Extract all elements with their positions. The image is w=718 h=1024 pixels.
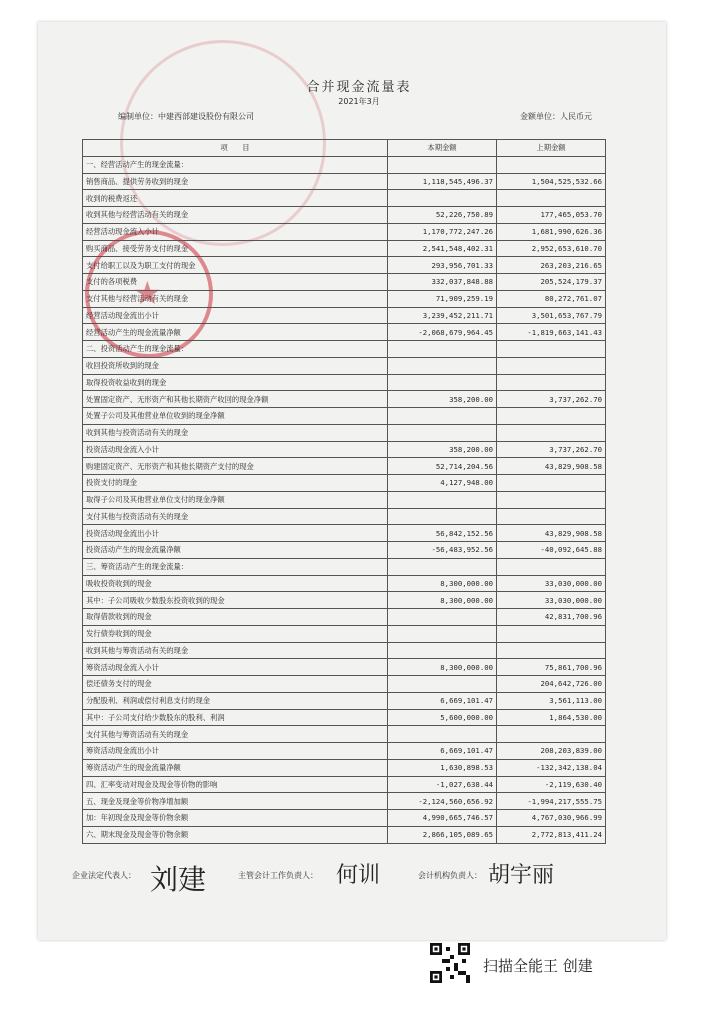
current-period-value [388, 508, 497, 525]
current-period-value: 358,200.00 [388, 441, 497, 458]
prior-period-value [497, 341, 606, 358]
qr-code-icon [430, 943, 470, 983]
prior-period-value [497, 408, 606, 425]
table-row [83, 743, 606, 760]
row-label: 分配股利、利润或偿付利息支付的现金 [83, 692, 388, 709]
current-period-value: 3,239,452,211.71 [388, 307, 497, 324]
current-period-value [388, 491, 497, 508]
table-row [83, 759, 606, 776]
current-period-value: 52,714,204.56 [388, 458, 497, 475]
header-current-period: 本期金额 [388, 140, 497, 157]
row-label: 购建固定资产、无形资产和其他长期资产支付的现金 [83, 458, 388, 475]
current-period-value: 5,600,000.00 [388, 709, 497, 726]
row-label: 吸收投资收到的现金 [83, 575, 388, 592]
table-row [83, 207, 606, 224]
prior-period-value [497, 156, 606, 173]
prior-period-value: 75,861,700.96 [497, 659, 606, 676]
prior-period-value: 1,504,525,532.66 [497, 173, 606, 190]
prior-period-value: 42,831,700.96 [497, 609, 606, 626]
table-row [83, 374, 606, 391]
row-label: 取得投资收益收到的现金 [83, 374, 388, 391]
table-row [83, 290, 606, 307]
table-row [83, 324, 606, 341]
table-row [83, 173, 606, 190]
current-period-value: -56,483,952.56 [388, 542, 497, 559]
prior-period-value: 205,524,179.37 [497, 274, 606, 291]
table-row [83, 692, 606, 709]
row-label: 支付其他与经营活动有关的现金 [83, 290, 388, 307]
current-period-value [388, 341, 497, 358]
preparer-label: 编制单位：中建西部建设股份有限公司 [118, 112, 254, 121]
table-row [83, 341, 606, 358]
current-period-value: 2,866,105,089.65 [388, 826, 497, 843]
seal-star-icon: ★ [133, 274, 162, 312]
current-period-value: 8,300,000.00 [388, 575, 497, 592]
current-period-value: 6,669,101.47 [388, 743, 497, 760]
prior-period-value: 208,203,839.00 [497, 743, 606, 760]
prior-period-value [497, 357, 606, 374]
prior-period-value: 3,737,262.70 [497, 391, 606, 408]
prior-period-value [497, 475, 606, 492]
accounting-head-label: 会计机构负责人： [418, 871, 482, 880]
row-label: 五、现金及现金等价物净增加额 [83, 793, 388, 810]
document-title: 合并现金流量表 [306, 80, 412, 95]
chief-accountant-signature: 何训 [336, 863, 381, 888]
row-label: 经营活动产生的现金流量净额 [83, 324, 388, 341]
table-row [83, 475, 606, 492]
table-row [83, 609, 606, 626]
current-period-value [388, 424, 497, 441]
cash-flow-table [82, 139, 606, 844]
prior-period-value: -132,342,138.04 [497, 759, 606, 776]
prior-period-value: 33,030,000.00 [497, 592, 606, 609]
table-row [83, 274, 606, 291]
row-label: 二、投资活动产生的现金流量： [83, 341, 388, 358]
row-label: 经营活动现金流入小计 [83, 223, 388, 240]
row-label: 其中：子公司支付给少数股东的股利、利润 [83, 709, 388, 726]
row-label: 取得借款收到的现金 [83, 609, 388, 626]
current-period-value: 332,037,848.88 [388, 274, 497, 291]
row-label: 经营活动现金流出小计 [83, 307, 388, 324]
row-label: 加：年初现金及现金等价物余额 [83, 810, 388, 827]
current-period-value: 293,956,701.33 [388, 257, 497, 274]
current-period-value: -2,124,560,656.92 [388, 793, 497, 810]
row-label: 筹资活动产生的现金流量净额 [83, 759, 388, 776]
table-row [83, 726, 606, 743]
table-row [83, 240, 606, 257]
table-row [83, 810, 606, 827]
prior-period-value: 43,829,908.58 [497, 525, 606, 542]
table-row [83, 357, 606, 374]
prior-period-value [497, 508, 606, 525]
prior-period-value: 2,952,653,610.70 [497, 240, 606, 257]
row-label: 取得子公司及其他营业单位支付的现金净额 [83, 491, 388, 508]
current-period-value: 1,170,772,247.26 [388, 223, 497, 240]
table-row [83, 458, 606, 475]
prior-period-value [497, 642, 606, 659]
scanner-watermark [430, 943, 630, 983]
row-label: 收到其他与筹资活动有关的现金 [83, 642, 388, 659]
current-period-value: 52,226,750.89 [388, 207, 497, 224]
prior-period-value: 80,272,761.07 [497, 290, 606, 307]
current-period-value: 2,541,548,402.31 [388, 240, 497, 257]
current-period-value: 358,200.00 [388, 391, 497, 408]
chief-accountant-label: 主管会计工作负责人： [238, 871, 318, 880]
currency-label: 金额单位：人民币元 [520, 112, 592, 121]
table-row [83, 826, 606, 843]
prior-period-value [497, 726, 606, 743]
header-prior-period: 上期金额 [497, 140, 606, 157]
table-header-row [83, 140, 606, 157]
current-period-value: 8,300,000.00 [388, 592, 497, 609]
current-period-value: 8,300,000.00 [388, 659, 497, 676]
table-row [83, 223, 606, 240]
current-period-value [388, 609, 497, 626]
prior-period-value: -2,119,630.40 [497, 776, 606, 793]
current-period-value: 4,127,948.00 [388, 475, 497, 492]
prior-period-value: 1,681,990,626.36 [497, 223, 606, 240]
table-row [83, 793, 606, 810]
row-label: 发行债券收到的现金 [83, 625, 388, 642]
prior-period-value: 33,030,000.00 [497, 575, 606, 592]
current-period-value: 56,842,152.56 [388, 525, 497, 542]
current-period-value [388, 156, 497, 173]
prior-period-value: 3,737,262.70 [497, 441, 606, 458]
prior-period-value: 1,864,530.00 [497, 709, 606, 726]
current-period-value: 71,909,259.19 [388, 290, 497, 307]
row-label: 处置固定资产、无形资产和其他长期资产收回的现金净额 [83, 391, 388, 408]
row-label: 筹资活动现金流出小计 [83, 743, 388, 760]
table-row [83, 525, 606, 542]
legal-rep-label: 企业法定代表人： [72, 871, 136, 880]
table-row [83, 408, 606, 425]
prior-period-value: 204,642,726.00 [497, 676, 606, 693]
prior-period-value: -1,994,217,555.75 [497, 793, 606, 810]
current-period-value: -2,068,679,964.45 [388, 324, 497, 341]
current-period-value [388, 726, 497, 743]
accounting-head-signature: 胡宇丽 [488, 863, 555, 888]
prior-period-value [497, 625, 606, 642]
prior-period-value [497, 491, 606, 508]
table-row [83, 307, 606, 324]
table-row [83, 776, 606, 793]
row-label: 其中：子公司吸收少数股东投资收到的现金 [83, 592, 388, 609]
legal-rep-signature: 刘建 [150, 863, 207, 896]
row-label: 偿还债务支付的现金 [83, 676, 388, 693]
row-label: 六、期末现金及现金等价物余额 [83, 826, 388, 843]
row-label: 投资活动产生的现金流量净额 [83, 542, 388, 559]
prior-period-value: 4,767,030,966.99 [497, 810, 606, 827]
row-label: 收到其他与经营活动有关的现金 [83, 207, 388, 224]
table-row [83, 491, 606, 508]
row-label: 筹资活动现金流入小计 [83, 659, 388, 676]
current-period-value [388, 408, 497, 425]
row-label: 支付给职工以及为职工支付的现金 [83, 257, 388, 274]
table-row [83, 424, 606, 441]
prior-period-value [497, 558, 606, 575]
current-period-value [388, 190, 497, 207]
row-label: 收到其他与投资活动有关的现金 [83, 424, 388, 441]
table-row [83, 558, 606, 575]
current-period-value: -1,027,638.44 [388, 776, 497, 793]
prior-period-value [497, 374, 606, 391]
table-row [83, 592, 606, 609]
table-row [83, 575, 606, 592]
table-row [83, 508, 606, 525]
table-row [83, 441, 606, 458]
row-label: 投资活动现金流入小计 [83, 441, 388, 458]
current-period-value [388, 642, 497, 659]
row-label: 一、经营活动产生的现金流量： [83, 156, 388, 173]
scanner-app-credit: 扫描全能王 创建 [483, 957, 593, 975]
row-label: 收回投资所收到的现金 [83, 357, 388, 374]
current-period-value [388, 625, 497, 642]
row-label: 四、汇率变动对现金及现金等价物的影响 [83, 776, 388, 793]
row-label: 三、筹资活动产生的现金流量： [83, 558, 388, 575]
header-item: 项 目 [83, 140, 388, 157]
current-period-value [388, 357, 497, 374]
row-label: 支付其他与投资活动有关的现金 [83, 508, 388, 525]
row-label: 支付其他与筹资活动有关的现金 [83, 726, 388, 743]
table-row [83, 625, 606, 642]
table-row [83, 391, 606, 408]
table-row [83, 156, 606, 173]
prior-period-value: -40,092,645.88 [497, 542, 606, 559]
prior-period-value [497, 190, 606, 207]
current-period-value [388, 374, 497, 391]
prior-period-value [497, 424, 606, 441]
document-date: 2021年3月 [338, 97, 380, 106]
table-row [83, 257, 606, 274]
row-label: 销售商品、提供劳务收到的现金 [83, 173, 388, 190]
row-label: 收到的税费返还 [83, 190, 388, 207]
current-period-value: 6,669,101.47 [388, 692, 497, 709]
current-period-value [388, 676, 497, 693]
row-label: 购买商品、接受劳务支付的现金 [83, 240, 388, 257]
table-row [83, 709, 606, 726]
row-label: 投资支付的现金 [83, 475, 388, 492]
row-label: 支付的各项税费 [83, 274, 388, 291]
current-period-value: 4,990,665,746.57 [388, 810, 497, 827]
prior-period-value: -1,819,663,141.43 [497, 324, 606, 341]
table-row [83, 542, 606, 559]
prior-period-value: 3,501,653,767.79 [497, 307, 606, 324]
current-period-value: 1,630,898.53 [388, 759, 497, 776]
table-row [83, 676, 606, 693]
current-period-value [388, 558, 497, 575]
current-period-value: 1,118,545,496.37 [388, 173, 497, 190]
row-label: 投资活动现金流出小计 [83, 525, 388, 542]
prior-period-value: 3,561,113.00 [497, 692, 606, 709]
prior-period-value: 263,203,216.65 [497, 257, 606, 274]
row-label: 处置子公司及其他营业单位收到的现金净额 [83, 408, 388, 425]
prior-period-value: 43,829,908.58 [497, 458, 606, 475]
table-row [83, 190, 606, 207]
prior-period-value: 2,772,813,411.24 [497, 826, 606, 843]
table-row [83, 659, 606, 676]
table-row [83, 642, 606, 659]
prior-period-value: 177,465,053.70 [497, 207, 606, 224]
